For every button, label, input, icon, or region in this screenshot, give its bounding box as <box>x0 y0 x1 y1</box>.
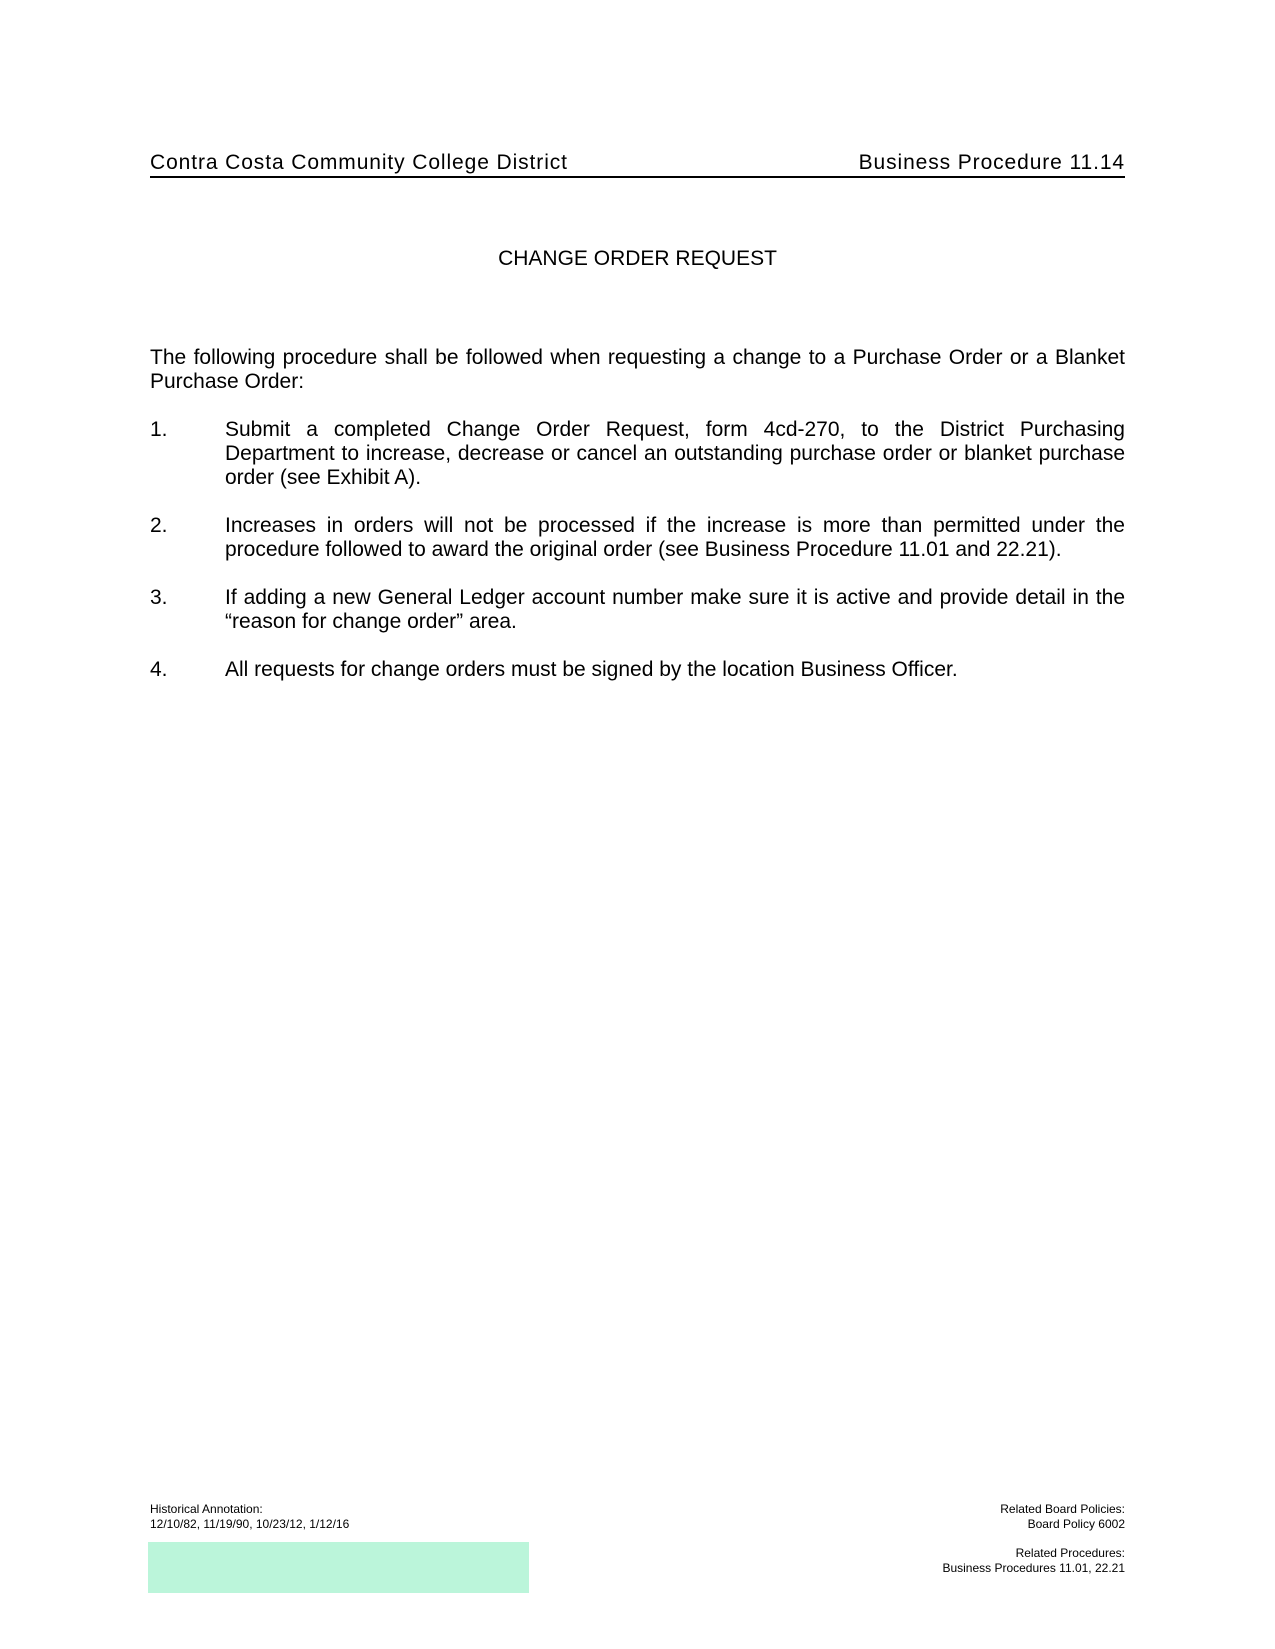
organization-name: Contra Costa Community College District <box>150 151 568 174</box>
related-policies-label: Related Board Policies: <box>1000 1502 1125 1516</box>
procedure-steps <box>150 418 1125 706</box>
related-references <box>942 1502 1125 1576</box>
step-number: 3. <box>150 586 168 609</box>
related-procedures-value: Business Procedures 11.01, 22.21 <box>942 1561 1125 1575</box>
historical-annotation <box>150 1502 349 1532</box>
highlight-block <box>148 1542 529 1593</box>
list-item <box>150 586 1125 634</box>
step-text: All requests for change orders must be signed by the location Business Officer. <box>225 658 958 681</box>
list-item <box>150 514 1125 562</box>
related-procedures-label: Related Procedures: <box>1015 1546 1125 1560</box>
intro-paragraph: The following procedure shall be followed when requesting a change to a Purchase Order or a Blanket Purchase Order: <box>150 346 1125 393</box>
related-policies-value: Board Policy 6002 <box>1027 1517 1125 1531</box>
step-number: 1. <box>150 418 168 441</box>
list-item <box>150 418 1125 490</box>
spacer <box>942 1532 1125 1546</box>
document-title: CHANGE ORDER REQUEST <box>498 247 777 270</box>
page-header <box>150 150 1125 178</box>
step-text: If adding a new General Ledger account number make sure it is active and provide detail in the “reason for change order” area. <box>225 586 1125 633</box>
list-item <box>150 658 1125 682</box>
step-number: 2. <box>150 514 168 537</box>
step-number: 4. <box>150 658 168 681</box>
historical-annotation-label: Historical Annotation: <box>150 1502 263 1516</box>
procedure-number: Business Procedure 11.14 <box>858 151 1125 174</box>
step-text: Increases in orders will not be processed if the increase is more than permitted under the procedure followed to award the original order (see Business Procedure 11.01 and 22.21). <box>225 514 1125 561</box>
step-text: Submit a completed Change Order Request, form 4cd-270, to the District Purchasing Department to increase, decrease or cancel an outstanding purchase order or blanket purchase order (see Exhibit A). <box>225 418 1125 489</box>
historical-annotation-dates: 12/10/82, 11/19/90, 10/23/12, 1/12/16 <box>150 1517 350 1531</box>
